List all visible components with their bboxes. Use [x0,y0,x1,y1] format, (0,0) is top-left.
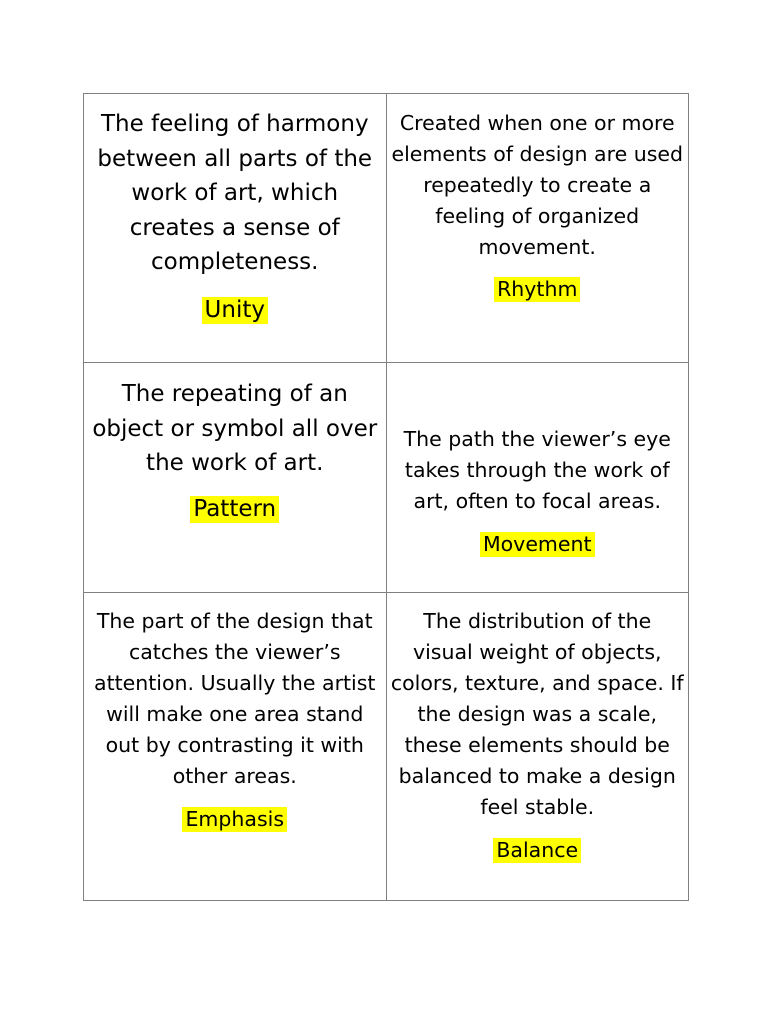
card-rhythm [386,94,689,363]
term-label-pattern: Pattern [190,496,279,524]
term-label-unity: Unity [202,297,268,325]
card-row [84,593,689,901]
card-unity [84,94,387,363]
card-emphasis [84,593,387,901]
card-row [84,363,689,593]
term-label-emphasis: Emphasis [182,807,287,832]
definition-text: The repeating of an object or symbol all over the work of art. [92,381,378,476]
definition-text: Created when one or more elements of design are used repeatedly to create a feeling of organized movement. [391,111,683,259]
definition-text: The path the viewer’s eye takes through the work of art, often to focal areas. [403,427,671,513]
term-label-movement: Movement [480,532,595,557]
definition-text: The part of the design that catches the viewer’s attention. Usually the artist will make one area stand out by contrasting it with other areas. [94,609,376,788]
term-label-balance: Balance [493,838,581,863]
definition-text: The feeling of harmony between all parts of the work of art, which creates a sense of completeness. [97,111,373,275]
card-pattern [84,363,387,593]
definition-text: The distribution of the visual weight of objects, colors, texture, and space. If the design was a scale, these elements should be balanced to make a design feel stable. [390,609,684,819]
term-card-grid [83,93,689,901]
card-row [84,94,689,363]
card-balance [386,593,689,901]
card-movement [386,363,689,593]
term-label-rhythm: Rhythm [494,277,580,302]
